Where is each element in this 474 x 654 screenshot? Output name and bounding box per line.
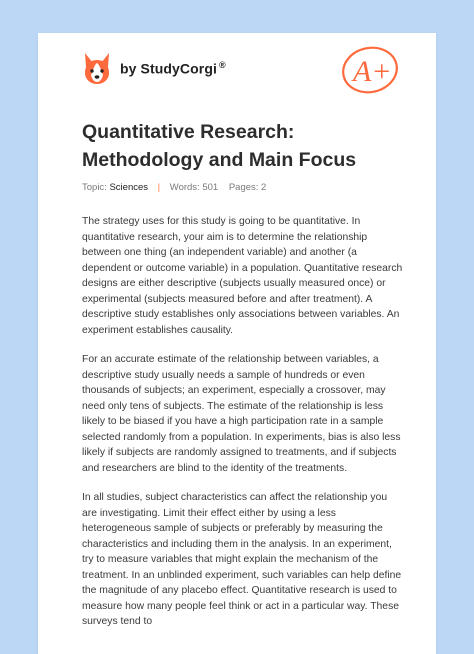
registered-mark: ® [218,59,226,70]
page-count: Pages: 2 [228,182,267,193]
paragraph: For an accurate estimate of the relationship between variables, a descriptive study usually needs a sample of hundreds or even thousands of subjects; an experiment, especially a crossover, may need only tens of subjects. The estimate of the relationship is less likely to be biased if you have a high participation rate in a sample selected randomly from a population. In experiments, bias is also less likely if subjects are randomly assigned to treatments, and if subjects and researchers are blind to the identity of the treatments. [82,354,401,474]
brand-name: by StudyCorgi ® [120,59,226,77]
word-count: Words: 501 [169,182,219,193]
paragraph: The strategy uses for this study is going to be quantitative. In quantitative research, your aim is to determine the relationship between one thing (an independent variable) and another (a dependent or outcome variable) in a population. Quantitative research designs are either descriptive (subjects usually measured once) or experimental (subjects measured before and after treatment). A descriptive study establishes only associations between variables. An experiment establishes causality. [82,216,403,336]
paragraph: In all studies, subject characteristics can affect the relationship you are investigating. Limit their effect either by using a less heterogeneous sample of subjects or preferably by measuring the characteristics and including them in the analysis. In an experiment, try to measure variables that might explain the mechanism of the treatment. In an unblinded experiment, such variables can help define the magnitude of any placebo effect. Quantitative research is used to measure how many people feel think or act in a particular way. These surveys tend to [82,492,402,627]
grade-text: A+ [353,55,392,88]
document-title: Quantitative Research: Methodology and Main Focus [82,121,357,171]
grade-a-plus-badge [338,39,408,97]
document-meta [82,182,266,193]
corgi-logo-icon [82,51,112,85]
topic-link[interactable]: Sciences [109,182,149,193]
meta-separator: | [157,182,161,193]
document-body [82,214,404,644]
brand-logo[interactable] [82,51,226,85]
topic-label: Topic: [82,182,107,193]
document-page [38,33,436,654]
